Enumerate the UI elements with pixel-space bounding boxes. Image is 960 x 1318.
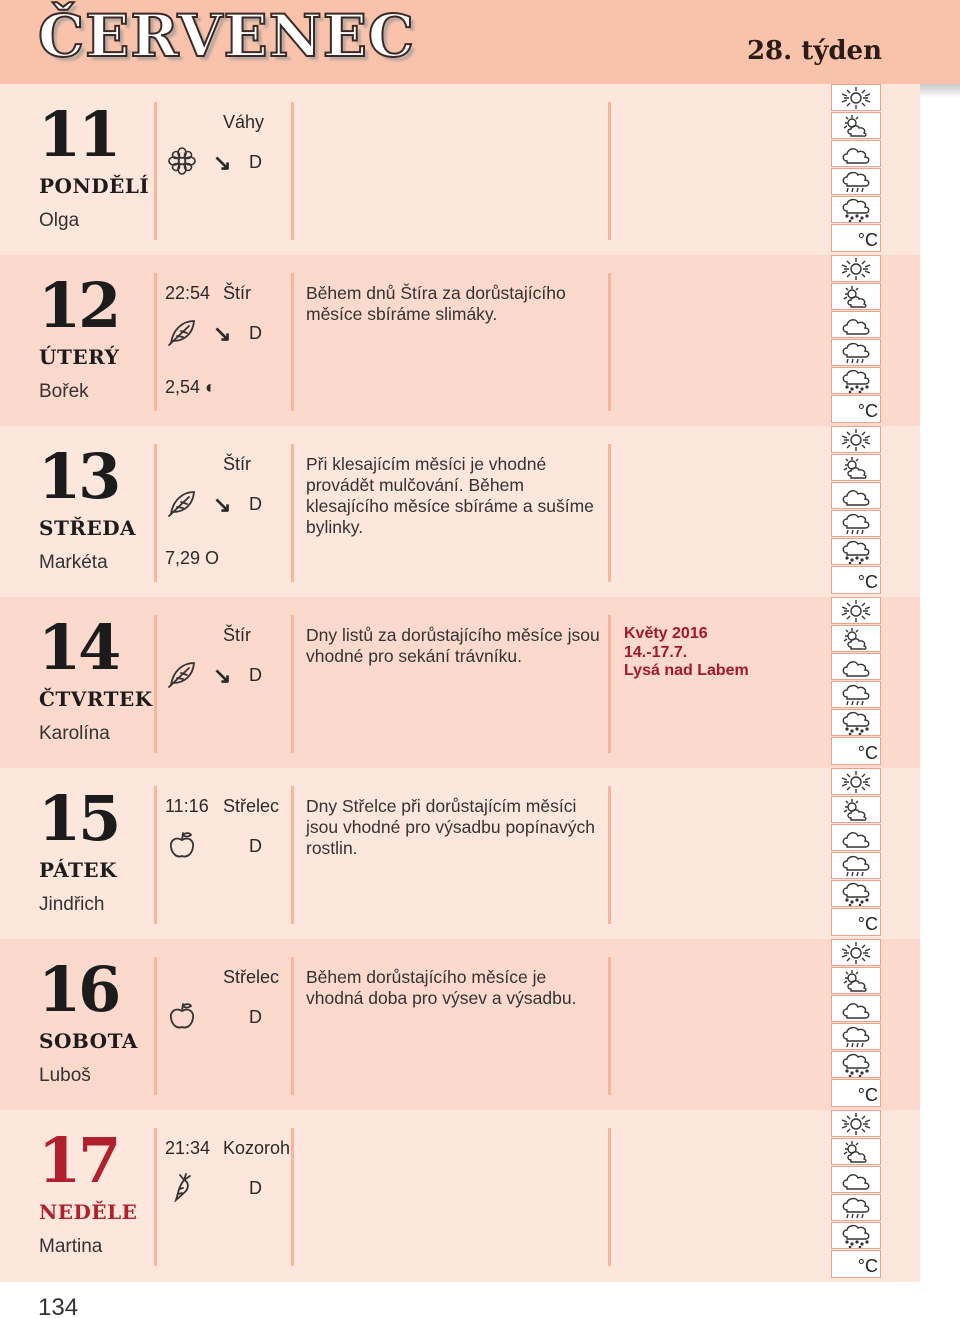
day-number: 16 <box>38 953 119 1026</box>
temperature-unit: °C <box>857 1256 878 1276</box>
column-separator <box>608 615 611 753</box>
column-separator <box>291 1128 294 1266</box>
event-line: 14.-17.7. <box>624 643 688 661</box>
temperature-box[interactable] <box>831 224 881 252</box>
moon-time: 22:54 <box>165 283 211 303</box>
temperature-unit: °C <box>857 401 878 421</box>
weather-box <box>831 1222 881 1249</box>
root-icon <box>167 1172 197 1202</box>
weather-box <box>831 1166 881 1193</box>
descending-arrow-icon: ↘ <box>213 150 232 175</box>
column-separator <box>291 444 294 582</box>
weather-box <box>831 597 881 624</box>
column-separator <box>154 786 157 924</box>
weather-box <box>831 880 881 907</box>
weather-box <box>831 995 881 1022</box>
weather-box <box>831 852 881 879</box>
column-separator <box>291 273 294 411</box>
leaf-icon <box>167 659 197 689</box>
column-separator <box>608 957 611 1095</box>
weather-box <box>831 510 881 537</box>
weather-box <box>831 709 881 736</box>
day-mark: D <box>249 665 262 685</box>
weather-box <box>831 768 881 795</box>
column-separator <box>154 957 157 1095</box>
day-mark: D <box>249 836 262 856</box>
event-line: Lysá nad Labem <box>624 662 749 679</box>
column-separator <box>291 615 294 753</box>
weather-box <box>831 84 881 111</box>
gardening-note: Při klesajícím měsíci je vhodné provádět mulčování. Během klesajícího měsíce sbíráme a sušíme bylinky. <box>306 454 594 537</box>
event-note <box>624 625 749 681</box>
temperature-box[interactable] <box>831 1250 881 1278</box>
zodiac-sign: Štír <box>223 283 252 303</box>
weather-box <box>831 1023 881 1050</box>
temperature-unit: °C <box>857 914 878 934</box>
weather-column <box>831 1110 883 1282</box>
weather-box <box>831 168 881 195</box>
day-mark: D <box>249 152 262 172</box>
weather-box <box>831 625 881 652</box>
temperature-box[interactable] <box>831 737 881 765</box>
zodiac-sign: Štír <box>223 625 252 645</box>
weather-column <box>831 939 883 1111</box>
day-mark: D <box>249 323 262 343</box>
weather-box <box>831 112 881 139</box>
zodiac-sign: Štír <box>223 454 252 474</box>
day-name: ČTVRTEK <box>39 687 153 711</box>
fruit-icon <box>167 830 197 860</box>
weather-column <box>831 768 883 940</box>
column-separator <box>608 444 611 582</box>
zodiac-sign: Kozoroh <box>223 1138 291 1158</box>
day-number: 14 <box>38 611 119 684</box>
weather-box <box>831 796 881 823</box>
weather-box <box>831 482 881 509</box>
day-name: STŘEDA <box>39 516 137 540</box>
day-number: 17 <box>38 1124 119 1197</box>
weather-box <box>831 1194 881 1221</box>
gardening-note: Dny Střelce při dorůstajícím měsíci jsou vhodné pro výsadbu popínavých rostlin. <box>306 796 595 858</box>
day-name: NEDĚLE <box>39 1200 138 1224</box>
column-separator <box>608 786 611 924</box>
gardening-note: Během dnů Štíra za dorůstajícího měsíce sbíráme slimáky. <box>306 283 566 324</box>
weather-box <box>831 1138 881 1165</box>
descending-arrow-icon: ↘ <box>213 663 232 688</box>
weather-box <box>831 538 881 565</box>
day-row <box>0 1110 920 1282</box>
week-label: 28. týden <box>746 36 882 66</box>
weather-box <box>831 367 881 394</box>
column-separator <box>291 957 294 1095</box>
day-mark: D <box>249 494 262 514</box>
weather-box <box>831 311 881 338</box>
moon-phase-info: 2,54 ◐ <box>165 377 216 397</box>
day-row <box>0 426 920 598</box>
weather-column <box>831 255 883 427</box>
day-row <box>0 939 920 1111</box>
day-row <box>0 768 920 940</box>
day-name: PONDĚLÍ <box>39 174 150 198</box>
temperature-unit: °C <box>857 230 878 250</box>
weather-box <box>831 339 881 366</box>
gardening-note: Během dorůstajícího měsíce je vhodná doba pro výsev a výsadbu. <box>306 967 577 1008</box>
day-mark: D <box>249 1178 262 1198</box>
nameday: Bořek <box>39 381 89 402</box>
day-number: 15 <box>38 782 119 855</box>
nameday: Luboš <box>39 1065 91 1086</box>
weather-box <box>831 140 881 167</box>
day-mark: D <box>249 1007 262 1027</box>
weather-column <box>831 426 883 598</box>
gardening-note: Dny listů za dorůstajícího měsíce jsou vhodné pro sekání trávníku. <box>306 625 600 666</box>
weather-box <box>831 939 881 966</box>
temperature-box[interactable] <box>831 395 881 423</box>
temperature-box[interactable] <box>831 1079 881 1107</box>
zodiac-sign: Střelec <box>223 796 280 816</box>
weather-box <box>831 681 881 708</box>
nameday: Jindřich <box>39 894 105 915</box>
day-row <box>0 255 920 427</box>
temperature-box[interactable] <box>831 566 881 594</box>
temperature-unit: °C <box>857 572 878 592</box>
month-title: ČERVENEC <box>38 2 416 70</box>
fruit-icon <box>167 1001 197 1031</box>
page-number: 134 <box>38 1294 79 1318</box>
column-separator <box>154 615 157 753</box>
column-separator <box>154 444 157 582</box>
day-number: 12 <box>38 269 119 342</box>
weather-box <box>831 653 881 680</box>
nameday: Markéta <box>39 552 108 573</box>
moon-phase-info: 7,29 O <box>165 548 220 568</box>
month-header <box>0 0 960 84</box>
leaf-icon <box>167 488 197 518</box>
column-separator <box>291 786 294 924</box>
zodiac-sign: Váhy <box>223 112 265 132</box>
day-number: 11 <box>38 98 119 171</box>
weather-column <box>831 84 883 256</box>
weather-box <box>831 283 881 310</box>
nameday: Karolína <box>39 723 110 744</box>
day-name: SOBOTA <box>39 1029 138 1053</box>
weather-box <box>831 196 881 223</box>
day-row <box>0 597 920 769</box>
column-separator <box>154 273 157 411</box>
weather-column <box>831 597 883 769</box>
event-line: Květy 2016 <box>624 625 708 642</box>
column-separator <box>154 102 157 240</box>
flower-icon <box>167 146 197 176</box>
nameday: Olga <box>39 210 80 231</box>
weather-box <box>831 967 881 994</box>
column-separator <box>154 1128 157 1266</box>
weather-box <box>831 426 881 453</box>
weather-box <box>831 1051 881 1078</box>
column-separator <box>608 102 611 240</box>
nameday: Martina <box>39 1236 103 1257</box>
day-row <box>0 84 920 256</box>
weather-box <box>831 454 881 481</box>
day-name: ÚTERÝ <box>39 345 120 369</box>
column-separator <box>608 1128 611 1266</box>
leaf-icon <box>167 317 197 347</box>
moon-time: 11:16 <box>165 796 209 816</box>
descending-arrow-icon: ↘ <box>213 492 232 517</box>
day-name: PÁTEK <box>39 858 118 882</box>
weather-box <box>831 824 881 851</box>
weather-box <box>831 255 881 282</box>
day-number: 13 <box>38 440 119 513</box>
zodiac-sign: Střelec <box>223 967 280 987</box>
temperature-unit: °C <box>857 1085 878 1105</box>
column-separator <box>608 273 611 411</box>
column-separator <box>291 102 294 240</box>
temperature-unit: °C <box>857 743 878 763</box>
temperature-box[interactable] <box>831 908 881 936</box>
descending-arrow-icon: ↘ <box>213 321 232 346</box>
weather-box <box>831 1110 881 1137</box>
moon-time: 21:34 <box>165 1138 211 1158</box>
